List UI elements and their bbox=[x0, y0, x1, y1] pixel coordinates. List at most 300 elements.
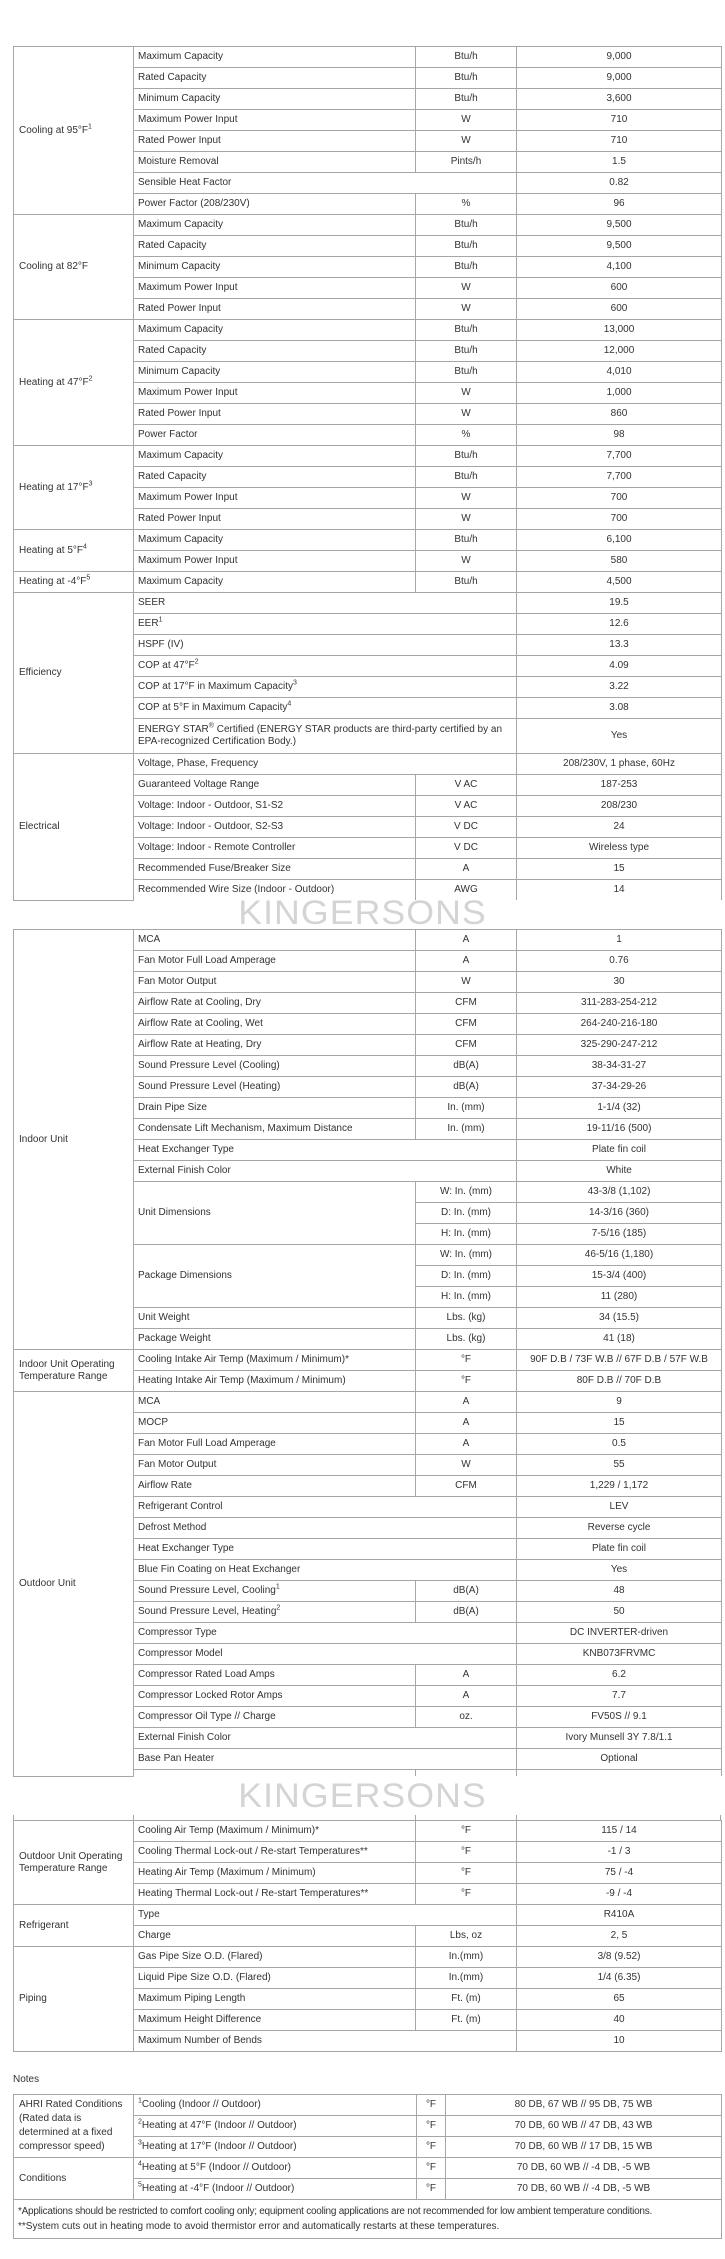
spec-value: FV50S // 9.1 bbox=[517, 1707, 722, 1728]
spec-label: Unit Weight bbox=[134, 1308, 416, 1329]
spec-unit: dB(A) bbox=[416, 1602, 517, 1623]
spec-value: Plate fin coil bbox=[517, 1140, 722, 1161]
spec-label: Drain Pipe Size bbox=[134, 1098, 416, 1119]
spec-unit: A bbox=[416, 1392, 517, 1413]
spec-label: Maximum Capacity bbox=[134, 572, 416, 593]
group-label-heating-47: Heating at $47^\circ F^2$ bbox=[14, 320, 134, 446]
table-row bbox=[14, 1821, 722, 1842]
spec-value: 1-1/4 (32) bbox=[517, 1098, 722, 1119]
spec-unit: V DC bbox=[416, 817, 517, 838]
spec-label: Rated Power Input bbox=[134, 509, 416, 530]
spec-label: Package Weight bbox=[134, 1329, 416, 1350]
spec-value: 24 bbox=[517, 817, 722, 838]
spec-label: Compressor Type bbox=[134, 1623, 517, 1644]
group-label-heating-17: Heating at $17^\circ F^3$ bbox=[14, 446, 134, 530]
spec-value: 15 bbox=[517, 1413, 722, 1434]
spec-unit: dB(A) bbox=[416, 1581, 517, 1602]
spec-value: R410A bbox=[517, 1905, 722, 1926]
spec-unit: Btu/h bbox=[416, 530, 517, 551]
spec-unit: V AC bbox=[416, 796, 517, 817]
spec-unit: °F bbox=[416, 1371, 517, 1392]
spec-value: 710 bbox=[517, 110, 722, 131]
footnote-single-asterisk: *Applications should be restricted to comfort cooling only; equipment cooling applications are not recommended for low ambient temperature conditions. bbox=[18, 2206, 652, 2217]
spec-label: Charge bbox=[134, 1926, 416, 1947]
spec-value: 1 bbox=[517, 930, 722, 951]
table-row bbox=[14, 2158, 722, 2179]
spec-label: Maximum Power Input bbox=[134, 551, 416, 572]
spec-value: 41 (18) bbox=[517, 1329, 722, 1350]
spec-value: 208/230 bbox=[517, 796, 722, 817]
note-label: $^2$Heating at 47°F (Indoor // Outdoor) bbox=[134, 2116, 417, 2137]
spec-value: 80F D.B // 70F D.B bbox=[517, 1371, 722, 1392]
table-row bbox=[14, 754, 722, 775]
spec-unit: Btu/h bbox=[416, 320, 517, 341]
spec-label: Airflow Rate at Cooling, Wet bbox=[134, 1014, 416, 1035]
spec-unit: W bbox=[416, 488, 517, 509]
spec-label: Maximum Capacity bbox=[134, 215, 416, 236]
spec-value: 0.5 bbox=[517, 1434, 722, 1455]
spec-unit: °F bbox=[416, 1863, 517, 1884]
spec-label: Heat Exchanger Type bbox=[134, 1539, 517, 1560]
spec-value: 10 bbox=[517, 2031, 722, 2052]
spec-label: Maximum Capacity bbox=[134, 47, 416, 68]
spec-value: 34 (15.5) bbox=[517, 1308, 722, 1329]
spec-label: Condensate Lift Mechanism, Maximum Distance bbox=[134, 1119, 416, 1140]
spec-unit: A bbox=[416, 1665, 517, 1686]
spec-label: Refrigerant Control bbox=[134, 1497, 517, 1518]
spec-label: Base Pan Heater bbox=[134, 1749, 517, 1770]
group-label-indoor-unit: Indoor Unit bbox=[14, 930, 134, 1350]
spec-value: 37-34-29-26 bbox=[517, 1077, 722, 1098]
spec-unit: °F bbox=[416, 1842, 517, 1863]
spec-value: Yes bbox=[517, 1560, 722, 1581]
spec-value: Ivory Munsell 3Y 7.8/1.1 bbox=[517, 1728, 722, 1749]
spec-label: Sound Pressure Level, Heating$^2$ bbox=[134, 1602, 416, 1623]
group-label-refrigerant: Refrigerant bbox=[14, 1905, 134, 1947]
spec-label: Minimum Capacity bbox=[134, 362, 416, 383]
spec-unit: H: In. (mm) bbox=[416, 1224, 517, 1245]
spec-value: 264-240-216-180 bbox=[517, 1014, 722, 1035]
spec-label: SEER bbox=[134, 593, 517, 614]
spec-value: -1 / 3 bbox=[517, 1842, 722, 1863]
spec-value: 1/4 (6.35) bbox=[517, 1968, 722, 1989]
spec-value: 7-5/16 (185) bbox=[517, 1224, 722, 1245]
table-row bbox=[14, 572, 722, 593]
spec-label: Gas Pipe Size O.D. (Flared) bbox=[134, 1947, 416, 1968]
spec-label: Compressor Model bbox=[134, 1644, 517, 1665]
spec-unit: CFM bbox=[416, 1014, 517, 1035]
spec-value: 14 bbox=[517, 880, 722, 901]
spec-label: Moisture Removal bbox=[134, 152, 416, 173]
spec-value: 7.7 bbox=[517, 1686, 722, 1707]
spec-value: 187-253 bbox=[517, 775, 722, 796]
table-row bbox=[14, 320, 722, 341]
note-unit: °F bbox=[417, 2158, 446, 2179]
spec-value: 6.2 bbox=[517, 1665, 722, 1686]
spec-unit: Btu/h bbox=[416, 68, 517, 89]
spec-label: Maximum Capacity bbox=[134, 320, 416, 341]
table-row bbox=[14, 1350, 722, 1371]
table-row bbox=[14, 215, 722, 236]
spec-value: 4,100 bbox=[517, 257, 722, 278]
spec-value: -9 / -4 bbox=[517, 1884, 722, 1905]
spec-unit: A bbox=[416, 1434, 517, 1455]
spec-value: 9,500 bbox=[517, 215, 722, 236]
spec-label: Compressor Oil Type // Charge bbox=[134, 1707, 416, 1728]
spec-value: Yes bbox=[517, 719, 722, 754]
spec-unit: CFM bbox=[416, 993, 517, 1014]
spec-label: Recommended Fuse/Breaker Size bbox=[134, 859, 416, 880]
spec-label: Maximum Number of Bends bbox=[134, 2031, 517, 2052]
spec-unit: W bbox=[416, 972, 517, 993]
spec-unit: Lbs. (kg) bbox=[416, 1329, 517, 1350]
note-label: $^5$Heating at -4°F (Indoor // Outdoor) bbox=[134, 2179, 417, 2200]
spec-label: Maximum Power Input bbox=[134, 278, 416, 299]
spec-value: 15-3/4 (400) bbox=[517, 1266, 722, 1287]
spec-label: Rated Capacity bbox=[134, 236, 416, 257]
spec-value: 9,000 bbox=[517, 47, 722, 68]
spec-value: 75 / -4 bbox=[517, 1863, 722, 1884]
spec-value: 1.5 bbox=[517, 152, 722, 173]
spec-label: Minimum Capacity bbox=[134, 257, 416, 278]
spec-value: 13.3 bbox=[517, 635, 722, 656]
spec-value: 6,100 bbox=[517, 530, 722, 551]
spec-label: Compressor Locked Rotor Amps bbox=[134, 1686, 416, 1707]
spec-label-energy-star: ENERGY STAR® Certified (ENERGY STAR products are third-party certified by an EPA-recognized Certification Body.) bbox=[134, 719, 517, 754]
spec-value: 208/230V, 1 phase, 60Hz bbox=[517, 754, 722, 775]
spec-value: 600 bbox=[517, 299, 722, 320]
spec-value: 2, 5 bbox=[517, 1926, 722, 1947]
spec-unit: A bbox=[416, 951, 517, 972]
table-row bbox=[14, 930, 722, 951]
spec-label: Maximum Capacity bbox=[134, 446, 416, 467]
spec-label: Rated Capacity bbox=[134, 341, 416, 362]
table-row bbox=[14, 1947, 722, 1968]
spec-unit: W bbox=[416, 1455, 517, 1476]
spec-unit: D: In. (mm) bbox=[416, 1203, 517, 1224]
spec-label: Recommended Wire Size (Indoor - Outdoor) bbox=[134, 880, 416, 901]
spec-label: Minimum Capacity bbox=[134, 89, 416, 110]
spec-label: Fan Motor Full Load Amperage bbox=[134, 951, 416, 972]
spec-value: 11 (280) bbox=[517, 1287, 722, 1308]
table-row bbox=[14, 446, 722, 467]
note-unit: °F bbox=[417, 2179, 446, 2200]
spec-value: 98 bbox=[517, 425, 722, 446]
spec-unit: % bbox=[416, 194, 517, 215]
notes-table bbox=[13, 2094, 722, 2239]
spec-value: 55 bbox=[517, 1455, 722, 1476]
spec-value: 700 bbox=[517, 488, 722, 509]
spec-label: Rated Power Input bbox=[134, 299, 416, 320]
spec-unit: W bbox=[416, 299, 517, 320]
spec-value: 9,500 bbox=[517, 236, 722, 257]
spec-label: Fan Motor Full Load Amperage bbox=[134, 1434, 416, 1455]
spec-unit: dB(A) bbox=[416, 1056, 517, 1077]
spec-label: Sound Pressure Level (Cooling) bbox=[134, 1056, 416, 1077]
spec-value: 1,000 bbox=[517, 383, 722, 404]
spec-value: 46-5/16 (1,180) bbox=[517, 1245, 722, 1266]
spec-value: 325-290-247-212 bbox=[517, 1035, 722, 1056]
spec-table-outdoor-refrigerant-piping bbox=[13, 1820, 722, 2052]
spec-value: 96 bbox=[517, 194, 722, 215]
spec-unit: % bbox=[416, 425, 517, 446]
table-row bbox=[14, 1392, 722, 1413]
spec-unit: oz. bbox=[416, 1707, 517, 1728]
spec-value: Wireless type bbox=[517, 838, 722, 859]
group-label-heating-minus4: Heating at $-4^\circ F^5$ bbox=[14, 572, 134, 593]
spec-unit: CFM bbox=[416, 1035, 517, 1056]
spec-label: Airflow Rate bbox=[134, 1476, 416, 1497]
spec-label: Liquid Pipe Size O.D. (Flared) bbox=[134, 1968, 416, 1989]
spec-unit: Btu/h bbox=[416, 89, 517, 110]
spec-label: EER$^1$ bbox=[134, 614, 517, 635]
spec-unit: Ft. (m) bbox=[416, 2010, 517, 2031]
footnotes bbox=[14, 2200, 722, 2239]
group-label-conditions: Conditions bbox=[14, 2158, 134, 2200]
spec-value: 115 / 14 bbox=[517, 1821, 722, 1842]
spec-value: 1,229 / 1,172 bbox=[517, 1476, 722, 1497]
spec-value: 38-34-31-27 bbox=[517, 1056, 722, 1077]
spec-label: Type bbox=[134, 1905, 517, 1926]
spec-label: COP at 17°F in Maximum Capacity$^3$ bbox=[134, 677, 517, 698]
note-value: 70 DB, 60 WB // -4 DB, -5 WB bbox=[446, 2179, 722, 2200]
note-label: $^1$Cooling (Indoor // Outdoor) bbox=[134, 2095, 417, 2116]
spec-label-unit-dimensions: Unit Dimensions bbox=[134, 1182, 416, 1245]
spec-value: KNB073FRVMC bbox=[517, 1644, 722, 1665]
table-row bbox=[14, 1905, 722, 1926]
note-value: 70 DB, 60 WB // -4 DB, -5 WB bbox=[446, 2158, 722, 2179]
spec-label: Rated Power Input bbox=[134, 404, 416, 425]
spec-value: 48 bbox=[517, 1581, 722, 1602]
spec-label: Airflow Rate at Cooling, Dry bbox=[134, 993, 416, 1014]
spec-unit: W bbox=[416, 110, 517, 131]
note-unit: °F bbox=[417, 2137, 446, 2158]
spec-value: 13,000 bbox=[517, 320, 722, 341]
spec-value: 3/8 (9.52) bbox=[517, 1947, 722, 1968]
spec-unit: W bbox=[416, 551, 517, 572]
spec-value: 710 bbox=[517, 131, 722, 152]
spec-value: 4,500 bbox=[517, 572, 722, 593]
spec-unit: In.(mm) bbox=[416, 1968, 517, 1989]
spec-unit: Lbs, oz bbox=[416, 1926, 517, 1947]
note-value: 80 DB, 67 WB // 95 DB, 75 WB bbox=[446, 2095, 722, 2116]
spec-label: Heating Air Temp (Maximum / Minimum) bbox=[134, 1863, 416, 1884]
table-row bbox=[14, 2095, 722, 2116]
spec-unit: Btu/h bbox=[416, 236, 517, 257]
spec-unit: Btu/h bbox=[416, 446, 517, 467]
spec-label: Maximum Capacity bbox=[134, 530, 416, 551]
spec-label: Sound Pressure Level (Heating) bbox=[134, 1077, 416, 1098]
spec-label: External Finish Color bbox=[134, 1161, 517, 1182]
table-row bbox=[14, 47, 722, 68]
spec-unit: Btu/h bbox=[416, 572, 517, 593]
spec-label: Blue Fin Coating on Heat Exchanger bbox=[134, 1560, 517, 1581]
spec-unit: V AC bbox=[416, 775, 517, 796]
spec-unit: W: In. (mm) bbox=[416, 1245, 517, 1266]
spec-value: 0.76 bbox=[517, 951, 722, 972]
spec-label: Voltage: Indoor - Outdoor, S1-S2 bbox=[134, 796, 416, 817]
spec-label: Rated Power Input bbox=[134, 131, 416, 152]
spec-value: 3.22 bbox=[517, 677, 722, 698]
spec-label: Cooling Air Temp (Maximum / Minimum)* bbox=[134, 1821, 416, 1842]
spec-label: Power Factor (208/230V) bbox=[134, 194, 416, 215]
group-label-outdoor-temp-range: Outdoor Unit Operating Temperature Range bbox=[14, 1821, 134, 1905]
watermark-logo: KINGERSONS bbox=[238, 1777, 487, 1815]
footnote-double-asterisk: **System cuts out in heating mode to avoid thermistor error and automatically restarts at these temperatures. bbox=[18, 2221, 500, 2232]
note-unit: °F bbox=[417, 2095, 446, 2116]
spec-unit: Btu/h bbox=[416, 215, 517, 236]
spec-value: Reverse cycle bbox=[517, 1518, 722, 1539]
spec-value: 43-3/8 (1,102) bbox=[517, 1182, 722, 1203]
spec-label: Voltage: Indoor - Remote Controller bbox=[134, 838, 416, 859]
spec-value: 15 bbox=[517, 859, 722, 880]
spec-value: 4,010 bbox=[517, 362, 722, 383]
spec-value: 860 bbox=[517, 404, 722, 425]
spec-value: Plate fin coil bbox=[517, 1539, 722, 1560]
spec-label: Fan Motor Output bbox=[134, 1455, 416, 1476]
spec-label: Maximum Power Input bbox=[134, 488, 416, 509]
spec-value: 4.09 bbox=[517, 656, 722, 677]
spec-label: HSPF (IV) bbox=[134, 635, 517, 656]
spec-unit: Btu/h bbox=[416, 467, 517, 488]
spec-value: 3.08 bbox=[517, 698, 722, 719]
spec-unit: In. (mm) bbox=[416, 1098, 517, 1119]
table-row bbox=[14, 593, 722, 614]
spec-unit: Lbs. (kg) bbox=[416, 1308, 517, 1329]
spec-label: Power Factor bbox=[134, 425, 416, 446]
spec-label: Maximum Height Difference bbox=[134, 2010, 416, 2031]
table-row bbox=[14, 2200, 722, 2239]
spec-unit: A bbox=[416, 859, 517, 880]
note-value: 70 DB, 60 WB // 17 DB, 15 WB bbox=[446, 2137, 722, 2158]
spec-label: Guaranteed Voltage Range bbox=[134, 775, 416, 796]
spec-value: 12.6 bbox=[517, 614, 722, 635]
spec-value: 40 bbox=[517, 2010, 722, 2031]
spec-unit: In.(mm) bbox=[416, 1947, 517, 1968]
spec-label: Defrost Method bbox=[134, 1518, 517, 1539]
spec-label: Voltage: Indoor - Outdoor, S2-S3 bbox=[134, 817, 416, 838]
spec-value: 19.5 bbox=[517, 593, 722, 614]
spec-value: White bbox=[517, 1161, 722, 1182]
spec-label: Maximum Power Input bbox=[134, 383, 416, 404]
spec-value: 9,000 bbox=[517, 68, 722, 89]
note-unit: °F bbox=[417, 2116, 446, 2137]
spec-unit: °F bbox=[416, 1884, 517, 1905]
spec-unit: A bbox=[416, 1686, 517, 1707]
spec-value: 700 bbox=[517, 509, 722, 530]
spec-unit: W bbox=[416, 383, 517, 404]
spec-label: Sound Pressure Level, Cooling$^1$ bbox=[134, 1581, 416, 1602]
spec-label: Voltage, Phase, Frequency bbox=[134, 754, 517, 775]
group-label-outdoor-unit: Outdoor Unit bbox=[14, 1392, 134, 1777]
spec-value: 600 bbox=[517, 278, 722, 299]
spec-value: Optional bbox=[517, 1749, 722, 1770]
spec-table-units bbox=[13, 929, 722, 1777]
spec-label: Rated Capacity bbox=[134, 68, 416, 89]
spec-unit: Ft. (m) bbox=[416, 1989, 517, 2010]
spec-unit: A bbox=[416, 930, 517, 951]
group-label-indoor-temp-range: Indoor Unit Operating Temperature Range bbox=[14, 1350, 134, 1392]
spec-label: Heating Intake Air Temp (Maximum / Minimum) bbox=[134, 1371, 416, 1392]
notes-heading: Notes bbox=[13, 2074, 40, 2085]
spec-label: Rated Capacity bbox=[134, 467, 416, 488]
group-label-electrical: Electrical bbox=[14, 754, 134, 901]
spec-label: Fan Motor Output bbox=[134, 972, 416, 993]
spec-value: 580 bbox=[517, 551, 722, 572]
spec-label: COP at 5°F in Maximum Capacity$^4$ bbox=[134, 698, 517, 719]
spec-label: Sensible Heat Factor bbox=[134, 173, 517, 194]
spec-label-package-dimensions: Package Dimensions bbox=[134, 1245, 416, 1308]
spec-label: Compressor Rated Load Amps bbox=[134, 1665, 416, 1686]
spec-value: 311-283-254-212 bbox=[517, 993, 722, 1014]
spec-value: 9 bbox=[517, 1392, 722, 1413]
spec-unit: dB(A) bbox=[416, 1077, 517, 1098]
spec-value: LEV bbox=[517, 1497, 722, 1518]
spec-label: Airflow Rate at Heating, Dry bbox=[134, 1035, 416, 1056]
note-label: $^4$Heating at 5°F (Indoor // Outdoor) bbox=[134, 2158, 417, 2179]
spec-value: 65 bbox=[517, 1989, 722, 2010]
spec-unit: AWG bbox=[416, 880, 517, 901]
spec-unit: °F bbox=[416, 1821, 517, 1842]
spec-label: External Finish Color bbox=[134, 1728, 517, 1749]
spec-unit: In. (mm) bbox=[416, 1119, 517, 1140]
spec-value: 90F D.B / 73F W.B // 67F D.B / 57F W.B bbox=[517, 1350, 722, 1371]
spec-unit: W bbox=[416, 509, 517, 530]
spec-value: DC INVERTER-driven bbox=[517, 1623, 722, 1644]
spec-unit: A bbox=[416, 1413, 517, 1434]
spec-label: Maximum Piping Length bbox=[134, 1989, 416, 2010]
spec-unit: D: In. (mm) bbox=[416, 1266, 517, 1287]
spec-unit: °F bbox=[416, 1350, 517, 1371]
group-label-piping: Piping bbox=[14, 1947, 134, 2052]
spec-value: 12,000 bbox=[517, 341, 722, 362]
spec-value: 19-11/16 (500) bbox=[517, 1119, 722, 1140]
spec-label: Heat Exchanger Type bbox=[134, 1140, 517, 1161]
note-label: $^3$Heating at 17°F (Indoor // Outdoor) bbox=[134, 2137, 417, 2158]
spec-label: MCA bbox=[134, 1392, 416, 1413]
spec-unit: Btu/h bbox=[416, 362, 517, 383]
spec-unit: W: In. (mm) bbox=[416, 1182, 517, 1203]
spec-unit: W bbox=[416, 131, 517, 152]
spec-label: Cooling Intake Air Temp (Maximum / Minimum)* bbox=[134, 1350, 416, 1371]
spec-label: Maximum Power Input bbox=[134, 110, 416, 131]
group-label-ahri-conditions: AHRI Rated Conditions (Rated data is determined at a fixed compressor speed) bbox=[14, 2095, 134, 2158]
spec-value: 0.82 bbox=[517, 173, 722, 194]
spec-value: 7,700 bbox=[517, 446, 722, 467]
spec-label: COP at $47^\circ F^2$ bbox=[134, 656, 517, 677]
watermark-logo: KINGERSONS bbox=[238, 894, 487, 932]
spec-unit: Btu/h bbox=[416, 341, 517, 362]
spec-unit: W bbox=[416, 404, 517, 425]
spec-value: 14-3/16 (360) bbox=[517, 1203, 722, 1224]
spec-value: 3,600 bbox=[517, 89, 722, 110]
spec-value: 30 bbox=[517, 972, 722, 993]
note-value: 70 DB, 60 WB // 47 DB, 43 WB bbox=[446, 2116, 722, 2137]
group-label-cooling-95: Cooling at $95^\circ F^1$ bbox=[14, 47, 134, 215]
spec-unit: W bbox=[416, 278, 517, 299]
group-label-heating-5: Heating at $5^\circ F^4$ bbox=[14, 530, 134, 572]
table-row bbox=[14, 530, 722, 551]
spec-label: MOCP bbox=[134, 1413, 416, 1434]
spec-unit: CFM bbox=[416, 1476, 517, 1497]
spec-unit: V DC bbox=[416, 838, 517, 859]
spec-label: MCA bbox=[134, 930, 416, 951]
spec-value: 50 bbox=[517, 1602, 722, 1623]
group-label-efficiency: Efficiency bbox=[14, 593, 134, 754]
spec-label: Heating Thermal Lock-out / Re-start Temperatures** bbox=[134, 1884, 416, 1905]
spec-label: Cooling Thermal Lock-out / Re-start Temperatures** bbox=[134, 1842, 416, 1863]
spec-unit: Btu/h bbox=[416, 47, 517, 68]
